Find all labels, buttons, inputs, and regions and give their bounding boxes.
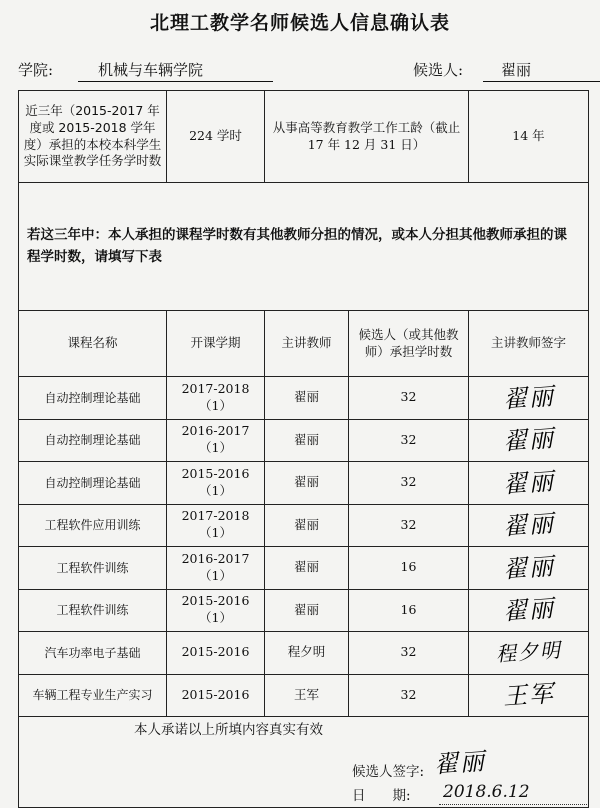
signature-cell [469,632,589,675]
course-cell: 汽车功率电子基础 [19,632,167,675]
teaching-years-value: 14 年 [469,91,589,183]
course-cell: 自动控制理论基础 [19,377,167,420]
course-cell: 自动控制理论基础 [19,419,167,462]
signature-cell [469,377,589,420]
table-row [19,419,589,462]
hours-cell: 32 [349,462,469,505]
teacher-cell: 王军 [265,674,349,717]
table-row [19,504,589,547]
teacher-signature: 翟丽 [501,509,556,541]
teaching-years-label: 从事高等教育教学工作工龄（截止 17 年 12 月 31 日） [265,91,469,183]
hours-cell: 32 [349,377,469,420]
table-row [19,547,589,590]
course-rows [19,377,589,717]
term-cell: 2017-2018（1） [167,504,265,547]
footer-cell [19,717,589,808]
candidate-label: 候选人: [413,61,464,79]
hours-cell: 32 [349,419,469,462]
hours-cell: 16 [349,589,469,632]
teacher-signature: 翟丽 [501,594,556,626]
hours-cell: 32 [349,674,469,717]
table-row [19,462,589,505]
course-cell: 工程软件训练 [19,547,167,590]
signature-cell [469,419,589,462]
signature-cell [469,504,589,547]
teacher-signature: 程夕明 [494,637,563,667]
table-row [19,377,589,420]
term-cell: 2015-2016 [167,632,265,675]
course-cell: 工程软件应用训练 [19,504,167,547]
teacher-cell: 翟丽 [265,547,349,590]
table-row [19,632,589,675]
teacher-signature: 王军 [501,679,556,711]
course-cell: 车辆工程专业生产实习 [19,674,167,717]
promise-text: 本人承诺以上所填内容真实有效 [134,722,323,738]
info-table [18,90,589,808]
hours-label: 近三年（2015-2017 年度或 2015-2018 学年度）承担的本校本科学生实际课堂教学任务学时数 [19,91,167,183]
term-cell: 2015-2016（1） [167,589,265,632]
teacher-cell: 程夕明 [265,632,349,675]
teacher-signature: 翟丽 [501,466,556,499]
candidate-signature: 翟丽 [433,747,487,779]
page-title: 北理工教学名师候选人信息确认表 [149,12,450,34]
hours-value: 224 学时 [167,91,265,183]
header-signature: 主讲教师签字 [469,311,589,377]
term-cell: 2015-2016 [167,674,265,717]
hours-cell: 32 [349,632,469,675]
hours-cell: 16 [349,547,469,590]
signature-cell [469,589,589,632]
teacher-cell: 翟丽 [265,419,349,462]
candidate-sign-label: 候选人签字: [352,764,425,780]
term-cell: 2015-2016（1） [167,462,265,505]
teacher-signature: 翟丽 [501,424,556,456]
teacher-signature: 翟丽 [501,551,556,584]
header-term: 开课学期 [167,311,265,377]
college-label: 学院: [18,61,54,79]
teacher-signature: 翟丽 [501,381,556,414]
teacher-cell: 翟丽 [265,589,349,632]
teacher-cell: 翟丽 [265,504,349,547]
table-row [19,674,589,717]
header-teacher: 主讲教师 [265,311,349,377]
instruction-row [19,183,589,311]
signature-cell [469,547,589,590]
meta-row [18,57,588,83]
teacher-cell: 翟丽 [265,462,349,505]
teacher-cell: 翟丽 [265,377,349,420]
course-cell: 自动控制理论基础 [19,462,167,505]
term-cell: 2017-2018（1） [167,377,265,420]
footer-row [19,717,589,808]
signature-cell [469,462,589,505]
header-course: 课程名称 [19,311,167,377]
candidate-value: 翟丽 [483,59,600,82]
college-value: 机械与车辆学院 [78,59,273,82]
table-header-row [19,311,589,377]
term-cell: 2016-2017（1） [167,547,265,590]
term-cell: 2016-2017（1） [167,419,265,462]
hours-cell: 32 [349,504,469,547]
course-cell: 工程软件训练 [19,589,167,632]
date-label: 日 期: [352,788,411,804]
summary-row [19,91,589,183]
date-value: 2018.6.12 [439,781,587,805]
signature-cell [469,674,589,717]
table-row [19,589,589,632]
header-hours: 候选人（或其他教师）承担学时数 [349,311,469,377]
instruction-text: 若这三年中：本人承担的课程学时数有其他教师分担的情况，或本人分担其他教师承担的课程学时数，请填写下表 [19,183,589,311]
